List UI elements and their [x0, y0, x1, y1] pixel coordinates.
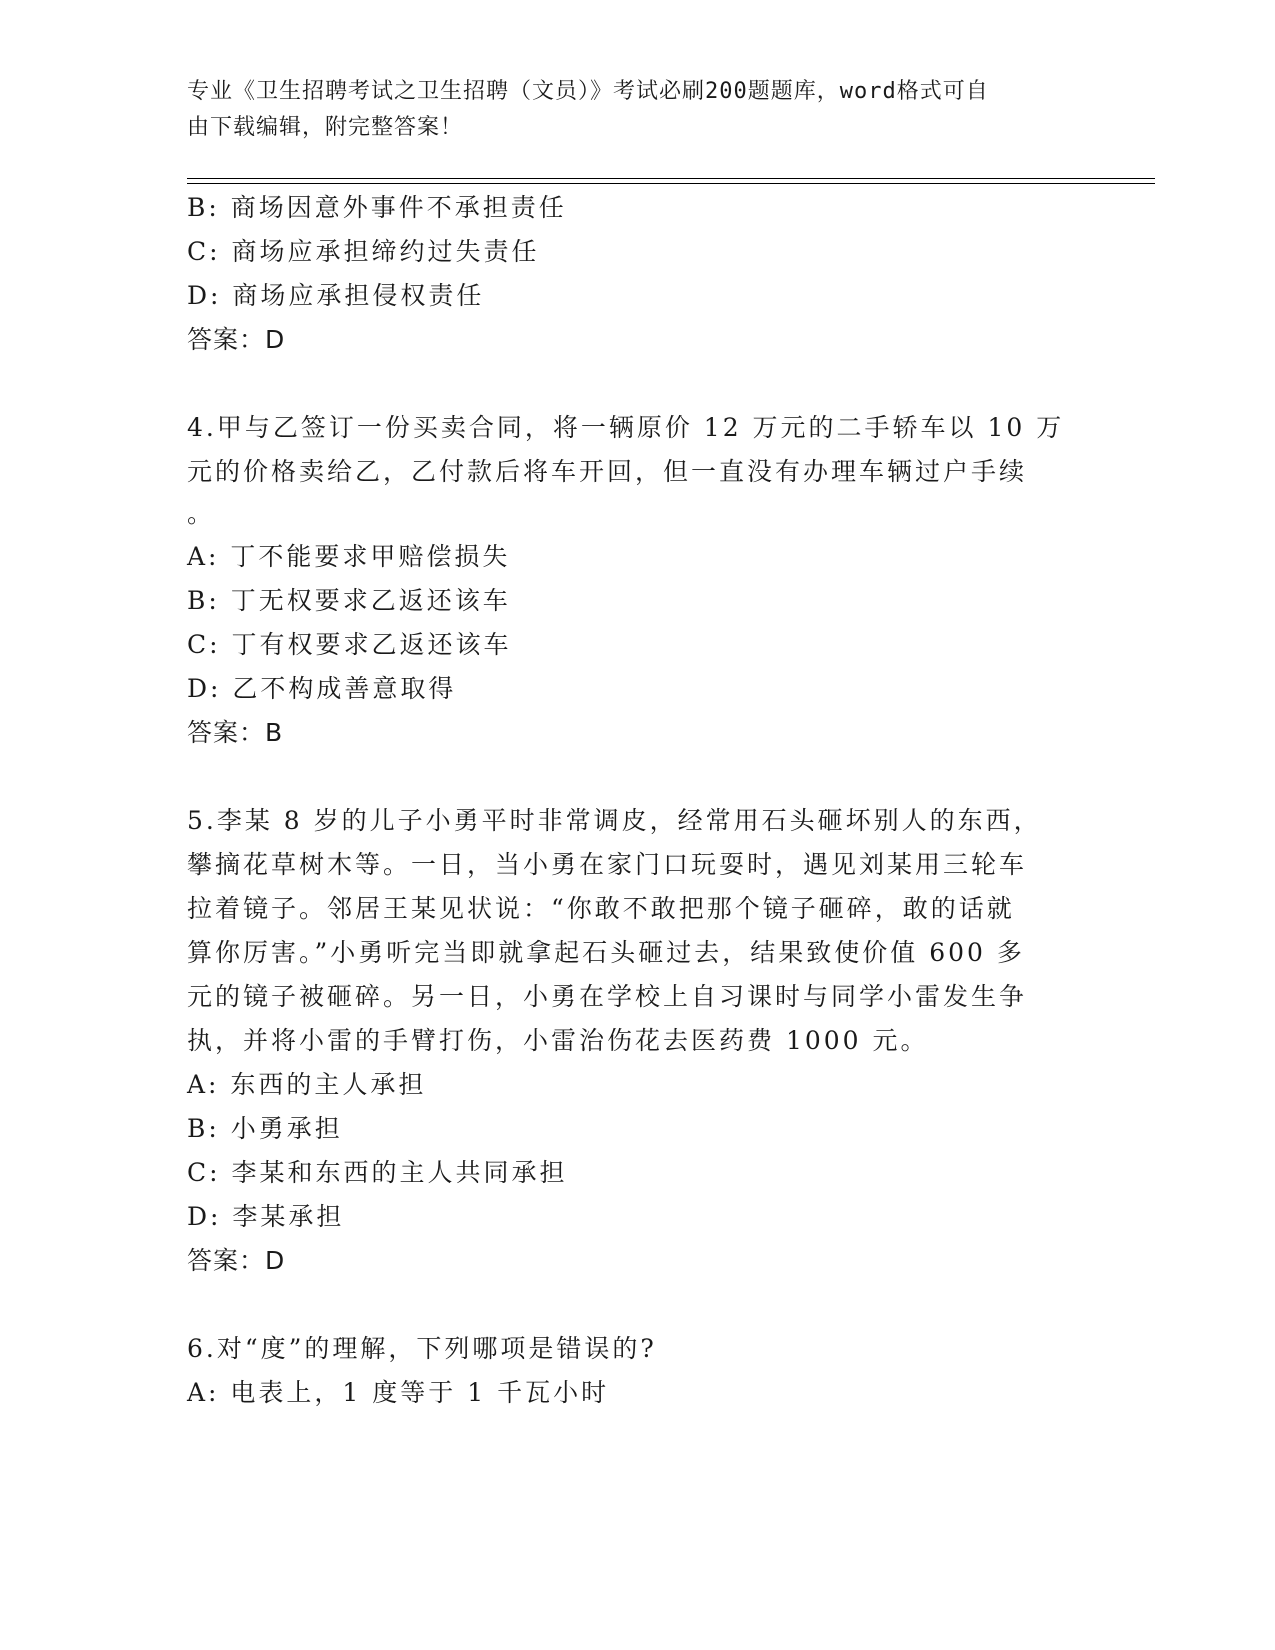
question-3-option-d: D: 商场应承担侵权责任	[187, 281, 485, 310]
question-4-stem: 元的价格卖给乙，乙付款后将车开回，但一直没有办理车辆过户手续	[187, 457, 1028, 486]
question-5-option-a: A: 东西的主人承担	[187, 1070, 427, 1099]
question-5-stem: 攀摘花草树木等。一日，当小勇在家门口玩耍时，遇见刘某用三轮车	[187, 850, 1028, 879]
question-5-stem: 执，并将小雷的手臂打伤，小雷治伤花去医药费 1000 元。	[187, 1026, 929, 1055]
question-4-option-c: C: 丁有权要求乙返还该车	[187, 630, 512, 659]
question-5-stem: 拉着镜子。邻居王某见状说：“你敢不敢把那个镜子砸碎，敢的话就	[187, 894, 1015, 923]
question-3-option-c: C: 商场应承担缔约过失责任	[187, 237, 540, 266]
question-4-answer: 答案：B	[187, 718, 284, 747]
header-line: 由下载编辑，附完整答案！	[187, 115, 464, 140]
question-4-option-b: B: 丁无权要求乙返还该车	[187, 586, 511, 615]
question-6-option-a: A: 电表上，1 度等于 1 千瓦小时	[187, 1378, 610, 1407]
header-divider	[187, 183, 1155, 184]
document-header	[187, 74, 1067, 146]
question-6-stem: 6.对“度”的理解，下列哪项是错误的?	[187, 1334, 657, 1363]
question-5-option-b: B: 小勇承担	[187, 1114, 343, 1143]
question-3-option-b: B: 商场因意外事件不承担责任	[187, 193, 567, 222]
question-5-option-c: C: 李某和东西的主人共同承担	[187, 1158, 568, 1187]
question-4-option-d: D: 乙不构成善意取得	[187, 674, 457, 703]
question-5-option-d: D: 李某承担	[187, 1202, 345, 1231]
header-divider	[187, 178, 1155, 179]
question-5-stem: 元的镜子被砸碎。另一日，小勇在学校上自习课时与同学小雷发生争	[187, 982, 1028, 1011]
question-5-stem: 5.李某 8 岁的儿子小勇平时非常调皮，经常用石头砸坏别人的东西，	[187, 806, 1042, 835]
question-5-stem: 算你厉害。”小勇听完当即就拿起石头砸过去，结果致使价值 600 多	[187, 938, 1025, 967]
question-5-answer: 答案：D	[187, 1246, 286, 1275]
question-3-answer: 答案：D	[187, 325, 286, 354]
question-4-stem: 。	[187, 499, 216, 528]
question-4-stem: 4.甲与乙签订一份买卖合同，将一辆原价 12 万元的二手轿车以 10 万	[187, 413, 1065, 442]
header-line: 专业《卫生招聘考试之卫生招聘（文员）》考试必刷200题题库，word格式可自	[187, 79, 989, 104]
question-4-option-a: A: 丁不能要求甲赔偿损失	[187, 542, 511, 571]
